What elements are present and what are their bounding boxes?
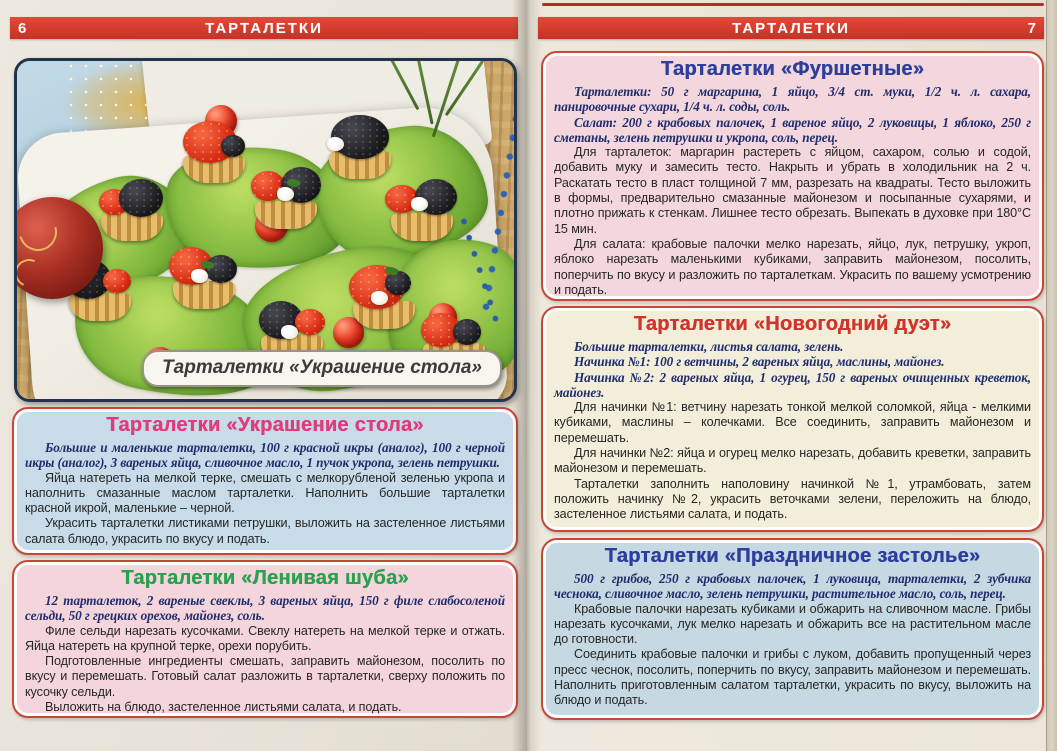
recipe-card-prazdnichnoe-zastolye xyxy=(541,538,1044,720)
recipe-ingredients: Тарталетки: 50 г маргарина, 1 яйцо, 3/4 ст. муки, 1/2 ч. л. сахара, панировочные сухари, 1/4 ч. л. соды, соль. xyxy=(554,84,1031,115)
tartlet xyxy=(175,119,253,183)
recipe-step: Для начинки №2: яйца и огурец мелко нарезать, добавить креветки, заправить майонезом и перемешать. xyxy=(554,446,1031,476)
recipe-step: Для салата: крабовые палочки мелко нарезать, яйцо, лук, петрушку, укроп, яблоко нарезать маленькими кубиками, заправить майонезом, посолить, поперчить по вкусу и разложить по тарталеткам. Украсить по вашему усмотрению и подать. xyxy=(554,236,1031,297)
tartlet-shell xyxy=(173,281,235,309)
cream-dollop xyxy=(277,187,294,201)
recipe-step: Для начинки №1: ветчину нарезать тонкой мелкой соломкой, яйца - мелкими кубиками, маслины – колечками. Все соединить, заправить майонезом и перемешать. xyxy=(554,400,1031,445)
recipe-step: Крабовые палочки нарезать кубиками и обжарить на сливочном масле. Грибы нарезать кусочками, лук мелко нарезать и обжарить все на растительном масле до готовности. xyxy=(554,601,1031,647)
cream-dollop xyxy=(371,291,388,305)
tartlet xyxy=(93,177,171,241)
page-number-right: 7 xyxy=(1027,19,1036,37)
cream-dollop xyxy=(411,197,428,211)
recipe-step: Яйца натереть на мелкой терке, смешать с мелкорубленой зеленью укропа и наполнить смазанные маслом тарталетки. Наполнить большие тарталетки красной икрой, маленькие – черной. xyxy=(25,470,505,516)
gold-swirl-decoration xyxy=(14,255,47,291)
recipe-card-lenivaya-shuba xyxy=(12,560,518,718)
recipe-ingredients: 12 тарталеток, 2 вареные свеклы, 3 вареных яйца, 150 г филе слабосоленой сельди, 50 г грецких орехов, майонез, соль. xyxy=(25,593,505,624)
tartlet xyxy=(345,265,423,329)
black-caviar xyxy=(331,115,389,159)
recipe-ingredients: Начинка №2: 2 вареных яйца, 1 огурец, 150 г вареных очищенных креветок, майонез. xyxy=(554,369,1031,400)
cream-dollop xyxy=(281,325,298,339)
recipe-ingredients: Большие тарталетки, листья салата, зелень. xyxy=(574,339,844,354)
recipe-step: Соединить крабовые палочки и грибы с луком, добавить пропущенный через пресс чеснок, посолить, поперчить по вкусу, заправить майонезом и перемешать. Наполнить приготовленным салатом тарталетки, украсить по вкусу, выложить на блюдо и подать. xyxy=(554,647,1031,708)
recipe-title: Тарталетки «Ленивая шуба» xyxy=(121,567,409,589)
page-edge xyxy=(1046,0,1057,751)
recipe-step: Украсить тарталетки листиками петрушки, выложить на застеленное листьями салата блюдо, украсить по вкусу и подать. xyxy=(25,516,505,546)
recipe-step: Филе сельди нарезать кусочками. Свеклу натереть на мелкой терке и отжать. Яйца натереть на крупной терке, орехи порубить. xyxy=(25,623,505,653)
recipe-step: Выложить на блюдо, застеленное листьями салата, и подать. xyxy=(45,700,402,715)
page-top-edge-line xyxy=(542,3,1044,6)
recipe-step: Для тарталеток: маргарин растереть с яйцом, сахаром, солью и содой, добавить муку и замесить тесто. Накрыть и убрать в холодильник на 2 ч. Раскатать тесто в пласт толщиной 7 мм, разрезать на квадраты. Тесто выложить в формы, предварительно смазанные майонезом и посыпанные сухарями, и плотно прижать к стенкам. Лишнее тесто обрезать. Выпекать в духовке при 180°C 15 мин. xyxy=(554,145,1031,236)
recipe-step: Подготовленные ингредиенты смешать, заправить майонезом, посолить по вкусу и перемешать. Готовый салат разложить в тарталетки, сверху положить по кусочку сельди. xyxy=(25,654,505,699)
black-caviar xyxy=(453,319,481,345)
tartlet xyxy=(383,177,461,241)
header-bar-right xyxy=(538,17,1044,39)
page-number-left: 6 xyxy=(18,19,27,37)
tartlet xyxy=(165,245,243,309)
recipe-ingredients: Большие и маленькие тарталетки, 100 г красной икры (аналог), 100 г черной икры (аналог), 3 вареных яйца, сливочное масло, 1 пучок укропа, зелень петрушки. xyxy=(25,440,505,471)
cream-dollop xyxy=(191,269,208,283)
recipe-card-ukrashenie-stola xyxy=(12,407,518,555)
recipe-ingredients: Начинка №1: 100 г ветчины, 2 вареных яйца, маслины, майонез. xyxy=(574,354,945,370)
tartlet xyxy=(247,165,325,229)
recipe-ingredients: 500 г грибов, 250 г крабовых палочек, 1 луковица, тарталетки, 2 зубчика чеснока, сливочное масло, зелень петрушки, растительное масло, соль, перец. xyxy=(554,571,1031,602)
black-caviar xyxy=(221,135,245,157)
recipe-title: Тарталетки «Украшение стола» xyxy=(106,414,424,436)
red-caviar xyxy=(295,309,325,335)
tartlet-shell xyxy=(255,201,317,229)
recipe-title: Тарталетки «Фуршетные» xyxy=(660,58,925,80)
section-title-left: ТАРТАЛЕТКИ xyxy=(205,19,323,37)
gold-swirl-decoration xyxy=(14,206,64,258)
recipe-title: Тарталетки «Новогодний дуэт» xyxy=(633,313,952,335)
tartlet-shell xyxy=(101,213,163,241)
recipe-ingredients: Салат: 200 г крабовых палочек, 1 вареное яйцо, 2 луковицы, 1 яблоко, 250 г сметаны, зелень петрушки и укропа, соль, перец. xyxy=(554,114,1031,145)
recipe-card-novogodniy-duet xyxy=(541,306,1044,532)
recipe-photo xyxy=(14,58,517,402)
black-caviar xyxy=(119,179,163,217)
photo-caption: Тарталетки «Украшение стола» xyxy=(142,350,502,387)
recipe-card-furshetnye xyxy=(541,51,1044,301)
tartlet-shell xyxy=(391,213,453,241)
recipe-step: Тарталетки заполнить наполовину начинкой №1, утрамбовать, затем положить начинку №2, украсить веточками зелени, переложить на блюдо, застеленное листьями салата, и подать. xyxy=(554,476,1031,522)
cream-dollop xyxy=(327,137,344,151)
header-bar-left xyxy=(10,17,518,39)
tartlet xyxy=(321,115,399,179)
recipe-title: Тарталетки «Праздничное застолье» xyxy=(604,545,981,567)
section-title-right: ТАРТАЛЕТКИ xyxy=(732,19,850,37)
red-caviar xyxy=(103,269,131,293)
